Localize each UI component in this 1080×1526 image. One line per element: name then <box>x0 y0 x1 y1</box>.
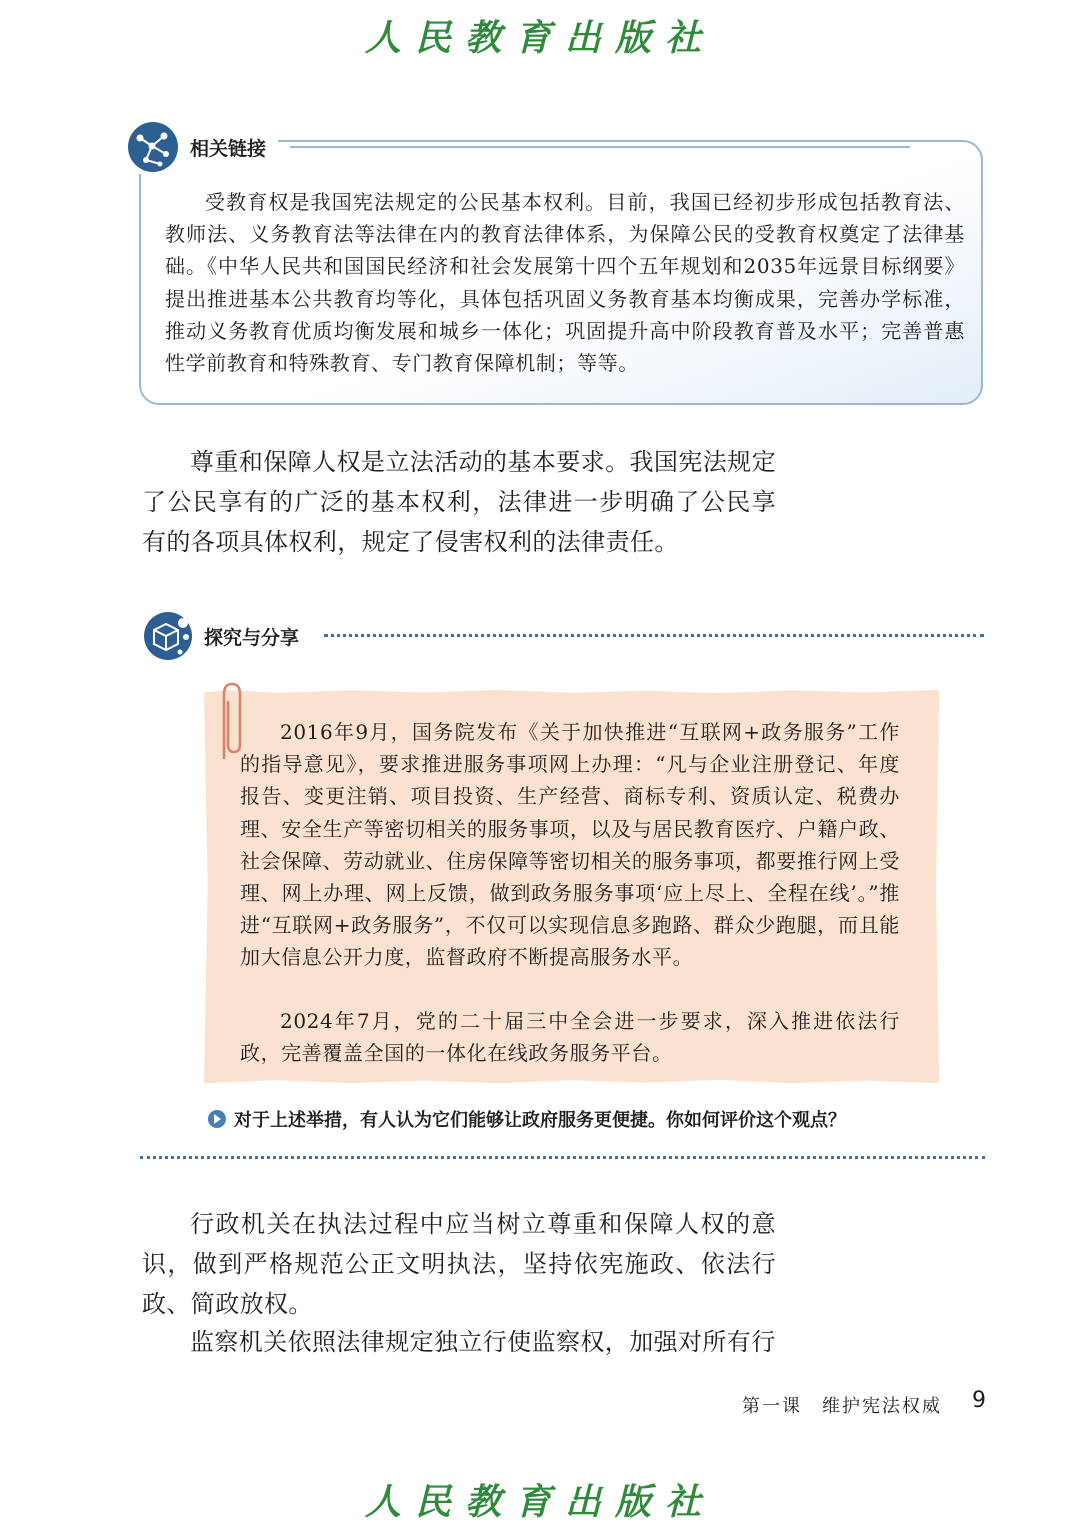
page-number: 9 <box>972 1388 986 1413</box>
footer-lesson-title: 第一课 维护宪法权威 <box>742 1396 942 1417</box>
publisher-logo-top: 人民教育出版社 <box>364 17 715 59</box>
explore-share-header <box>142 610 299 662</box>
note-paragraph-1: 2016年9月，国务院发布《关于加快推进“互联网+政务服务”工作的指导意见》，要求推进服务事项网上办理：“凡与企业注册登记、年度报告、变更注销、项目投资、生产经营、商标专利、资质认定、税费办理、安全生产等密切相关的服务事项，以及与居民教育医疗、户籍户政、社会保障、劳动就业、住房保障等密切相关的服务事项，都要推行网上受理、网上办理、网上反馈，做到政务服务事项‘应上尽上、全程在线’。”推进“互联网+政务服务”，不仅可以实现信息多跑路、群众少跑腿，而且能加大信息公开力度，监督政府不断提高服务水平。 <box>240 720 900 970</box>
question-text: 对于上述举措，有人认为它们能够让政府服务更便捷。你如何评价这个观点？ <box>234 1110 846 1131</box>
related-link-text: 受教育权是我国宪法规定的公民基本权利。目前，我国已经初步形成包括教育法、教师法、义务教育法等法律在内的教育法律体系，为保障公民的受教育权奠定了法律基础。《中华人民共和国国民经济和社会发展第十四个五年规划和2035年远景目标纲要》提出推进基本公共教育均等化，具体包括巩固义务教育基本均衡成果，完善办学标准，推动义务教育优质均衡发展和城乡一体化；巩固提升高中阶段教育普及水平；完善普惠性学前教育和特殊教育、专门教育保障机制；等等。 <box>165 190 965 376</box>
body-paragraph-3: 监察机关依照法律规定独立行使监察权，加强对所有行 <box>190 1328 776 1356</box>
arrow-bullet-icon <box>208 1110 226 1128</box>
dotted-divider-bottom <box>140 1156 985 1159</box>
publisher-logo-bottom: 人民教育出版社 <box>364 1481 715 1523</box>
related-link-header <box>126 120 278 174</box>
note-paragraph-2: 2024年7月，党的二十届三中全会进一步要求，深入推进依法行政，完善覆盖全国的一体化在线政务服务平台。 <box>240 1009 900 1066</box>
dotted-divider-top <box>324 634 984 637</box>
body-paragraph-2: 行政机关在执法过程中应当树立尊重和保障人权的意识，做到严格规范公正文明执法，坚持依宪施政、依法行政、简政放权。 <box>142 1210 776 1318</box>
related-link-title: 相关链接 <box>190 137 267 160</box>
explore-icon <box>142 610 194 662</box>
explore-share-title: 探究与分享 <box>204 626 300 649</box>
body-paragraph-1: 尊重和保障人权是立法活动的基本要求。我国宪法规定了公民享有的广泛的基本权利，法律进一步明确了公民享有的各项具体权利，规定了侵害权利的法律责任。 <box>142 448 776 556</box>
network-icon <box>126 120 180 174</box>
discussion-question <box>208 1106 846 1132</box>
header-rule <box>290 146 910 148</box>
